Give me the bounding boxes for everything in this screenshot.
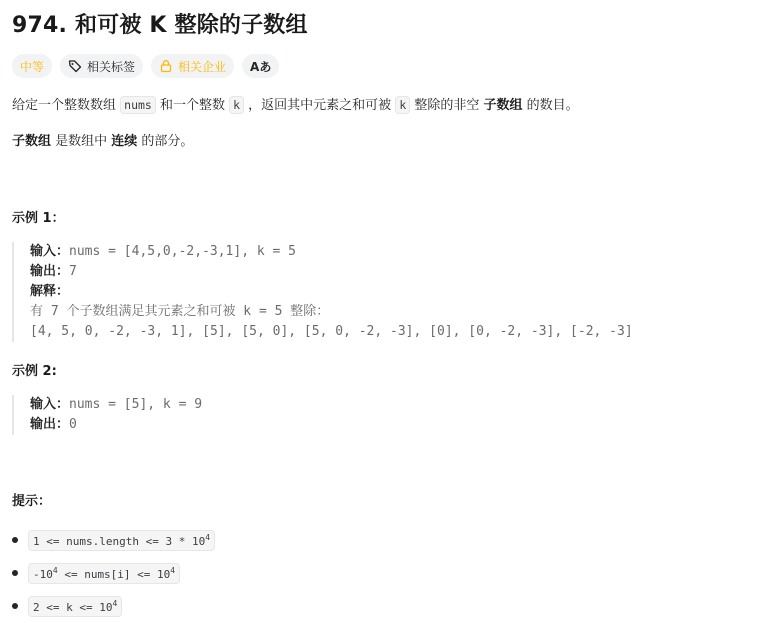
desc-text: 是数组中	[51, 134, 112, 149]
output-value: 7	[69, 264, 77, 279]
tag-bar	[12, 54, 279, 78]
exponent: 4	[52, 566, 58, 575]
desc-text: 的部分。	[137, 134, 194, 149]
code-k: k	[229, 96, 244, 114]
constraint-text: 1 <= nums.length <= 3 * 10	[33, 535, 206, 548]
list-item	[12, 557, 215, 590]
explain-line: 有 7 个子数组满足其元素之和可被 k = 5 整除：	[30, 304, 330, 319]
example1-heading: 示例 1：	[12, 211, 65, 226]
description-paragraph	[12, 95, 579, 116]
bold-term: 子数组	[483, 98, 523, 113]
example1-block	[12, 242, 730, 342]
code-k: k	[395, 96, 410, 114]
hints-heading: 提示：	[12, 494, 52, 509]
related-companies-label: 相关企业	[178, 59, 227, 74]
related-tags-button[interactable]	[60, 54, 143, 78]
constraints-list	[12, 524, 215, 623]
constraint-code	[28, 563, 180, 584]
desc-text: 的数目。	[522, 98, 579, 113]
exponent: 4	[205, 533, 211, 542]
desc-text: 和一个整数	[155, 98, 230, 113]
list-item	[12, 590, 215, 623]
related-companies-button[interactable]	[151, 54, 234, 78]
translate-font-button[interactable]: Aあ	[242, 54, 279, 78]
output-label: 输出：	[30, 264, 70, 279]
lock-icon	[159, 59, 173, 73]
desc-text: 给定一个整数数组	[12, 98, 121, 113]
constraint-text: <= nums[i] <= 10	[57, 568, 171, 581]
definition-paragraph	[12, 132, 193, 152]
tag-icon	[68, 59, 82, 73]
constraint-code	[28, 596, 122, 617]
output-value: 0	[69, 417, 77, 432]
exponent: 4	[170, 566, 176, 575]
difficulty-badge[interactable]: 中等	[12, 54, 52, 78]
input-value: nums = [4,5,0,-2,-3,1], k = 5	[69, 244, 296, 259]
input-label: 输入：	[30, 244, 70, 259]
related-tags-label: 相关标签	[87, 59, 136, 74]
constraint-text: 2 <= k <= 10	[33, 601, 113, 614]
list-item	[12, 524, 215, 557]
explain-line: [4, 5, 0, -2, -3, 1], [5], [5, 0], [5, 0, -2, -3], [0], [0, -2, -3], [-2, -3]	[30, 324, 633, 339]
bold-term: 子数组	[12, 134, 52, 149]
exponent: 4	[112, 599, 118, 608]
input-value: nums = [5], k = 9	[69, 397, 203, 412]
bold-term: 连续	[111, 134, 138, 149]
constraint-text: -10	[33, 568, 53, 581]
desc-text: 整除的非空	[410, 98, 484, 113]
input-label: 输入：	[30, 397, 70, 412]
output-label: 输出：	[30, 417, 70, 432]
example2-heading: 示例 2:	[12, 364, 57, 379]
explain-label: 解释：	[30, 284, 70, 299]
code-nums: nums	[120, 96, 156, 114]
problem-title: 974. 和可被 K 整除的子数组	[12, 13, 308, 38]
desc-text: ，返回其中元素之和可被	[244, 98, 396, 113]
constraint-code	[28, 530, 215, 551]
example2-block	[12, 395, 202, 435]
